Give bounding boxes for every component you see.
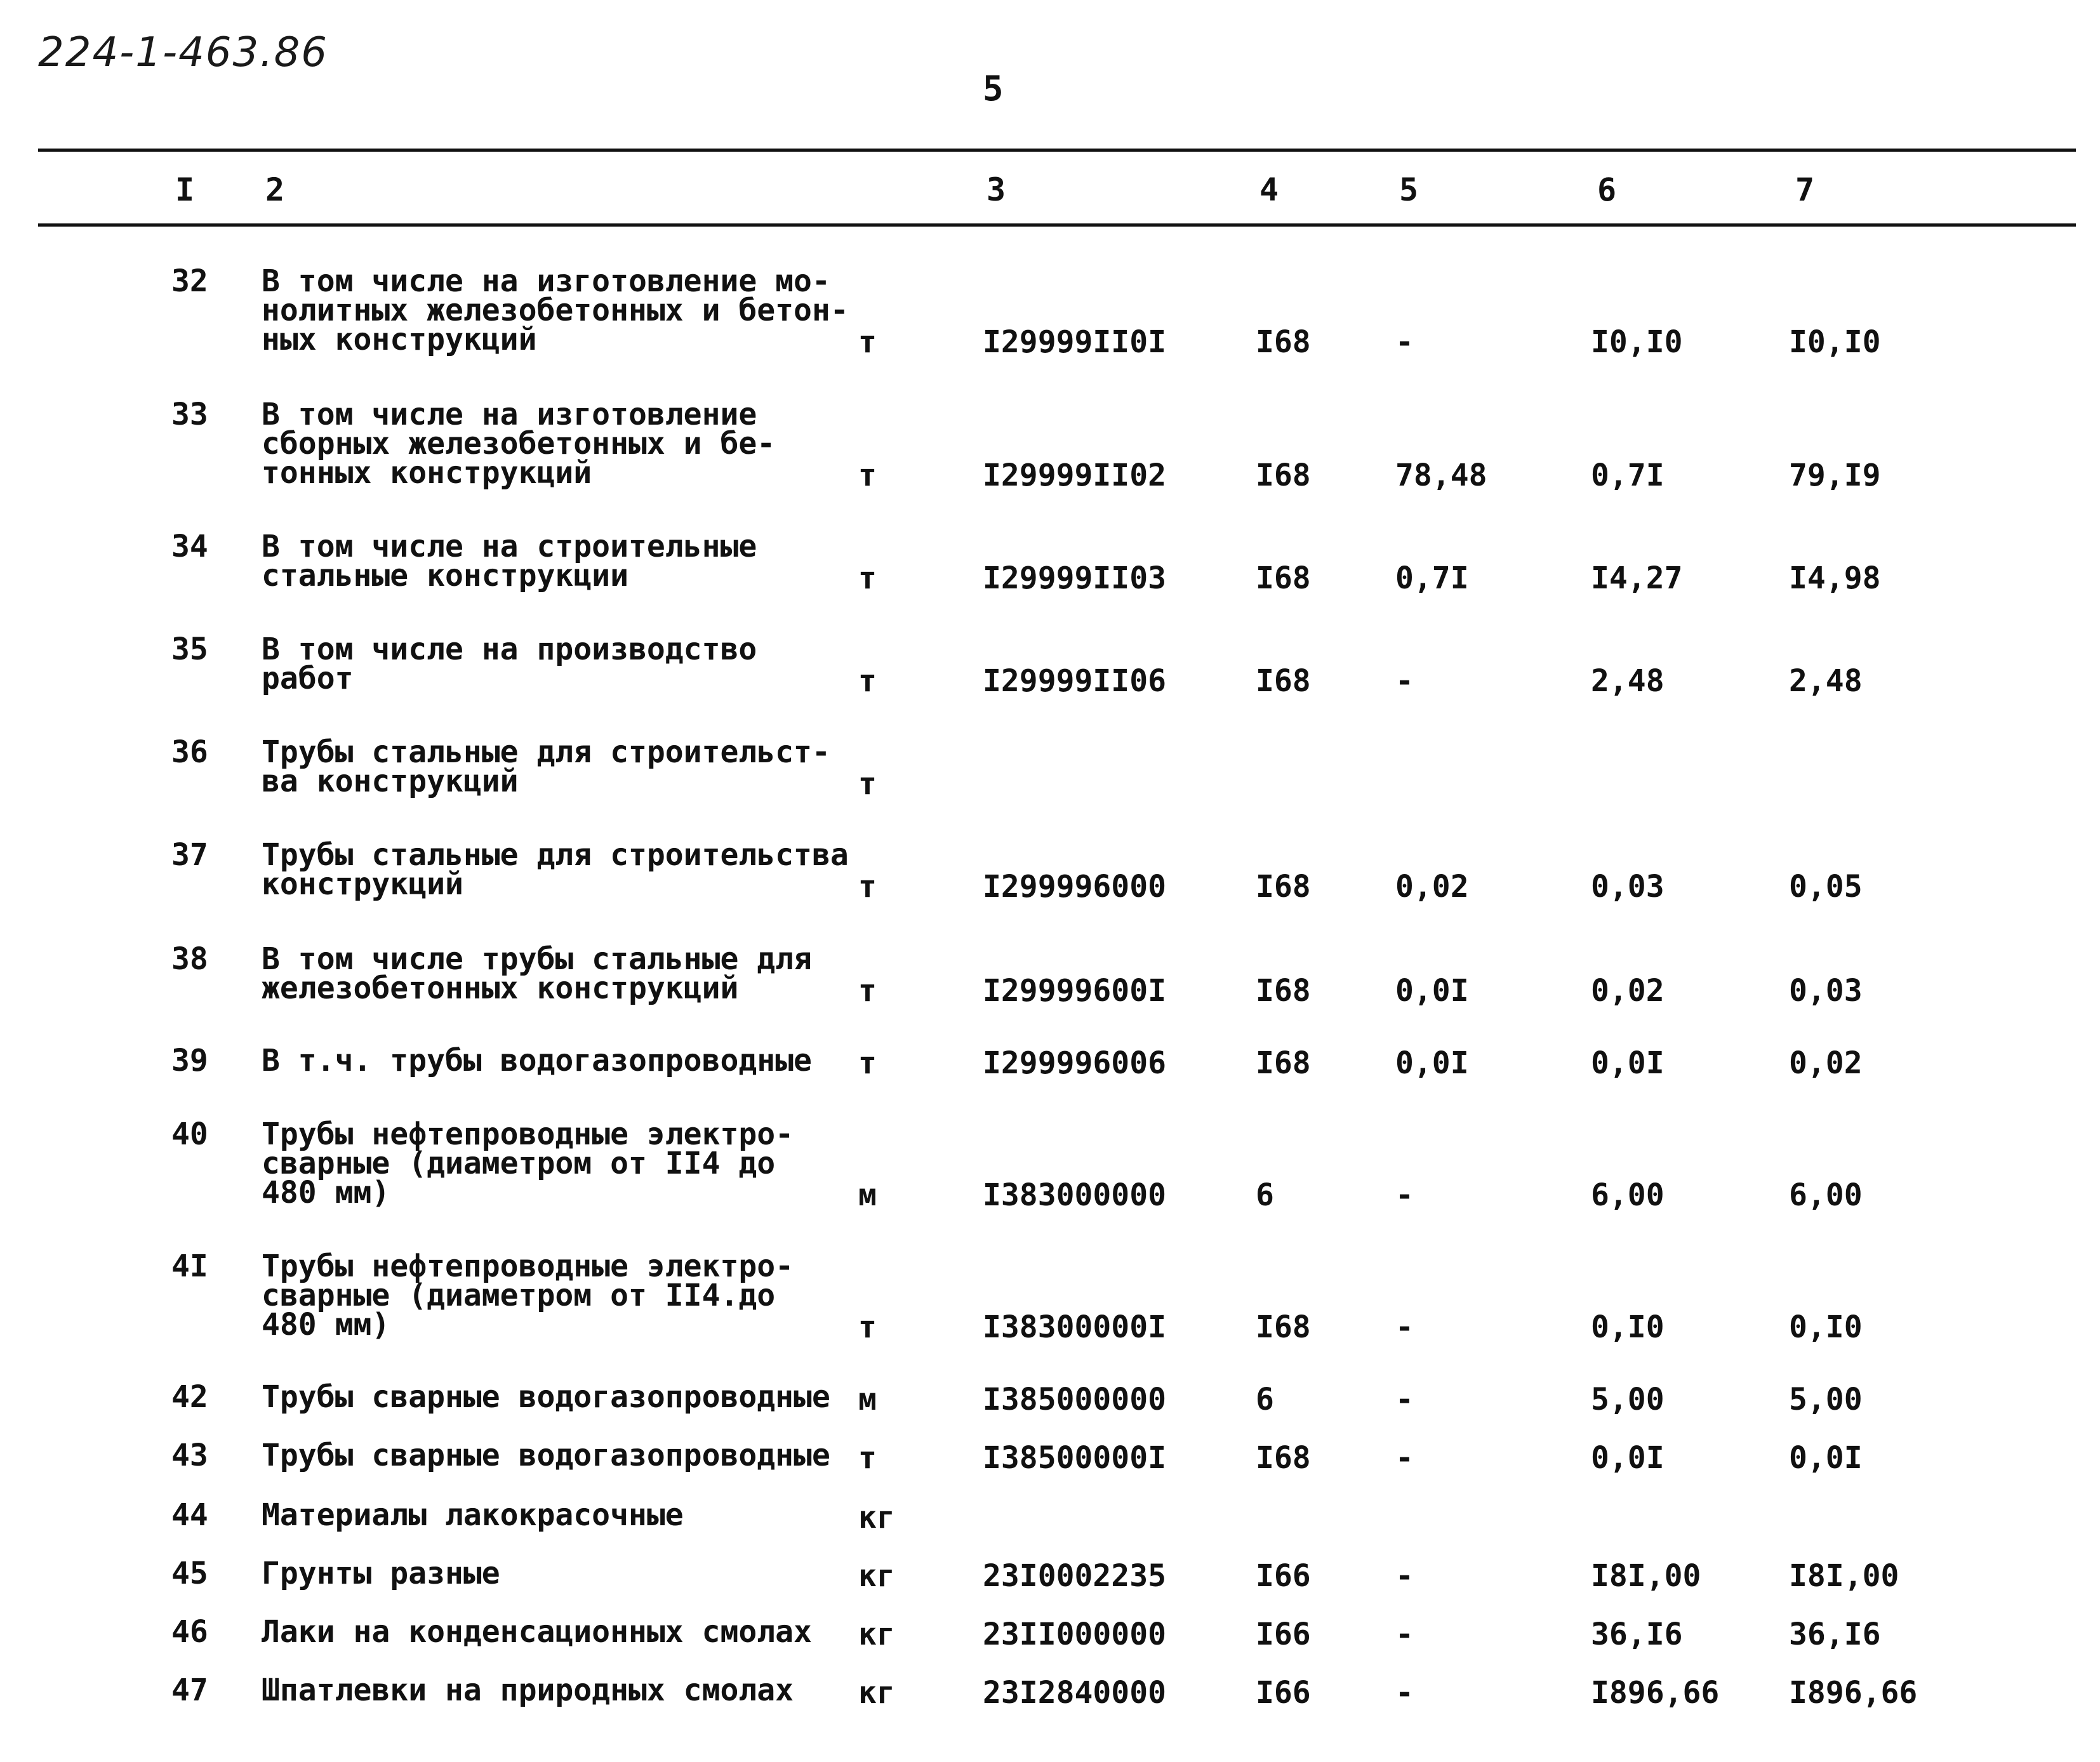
unit: т <box>858 560 877 596</box>
column-header-7: 7 <box>1795 171 1815 208</box>
table-header-rule <box>38 223 2076 227</box>
column-header-6: 6 <box>1597 171 1617 208</box>
item-name: В том числе на изготовление мо- нолитных железобетонных и бетон- ных конструкций <box>262 263 849 357</box>
column-5-value: 78,48 <box>1395 458 1487 493</box>
table-row <box>0 263 2100 360</box>
row-number: 47 <box>171 1673 208 1708</box>
item-name: Трубы стальные для строительст- ва конструкций <box>262 734 830 799</box>
column-7-value: I4,98 <box>1789 560 1881 596</box>
column-5-value: 0,7I <box>1395 560 1469 596</box>
column-4-value: I66 <box>1256 1558 1311 1594</box>
page-number: 5 <box>983 69 1004 109</box>
column-6-value: 36,I6 <box>1591 1617 1683 1652</box>
row-number: 42 <box>171 1379 208 1415</box>
column-4-value: I68 <box>1256 869 1311 904</box>
column-4-value: 6 <box>1256 1382 1274 1417</box>
row-number: 38 <box>171 941 208 977</box>
item-code: I29999II0I <box>983 324 1166 360</box>
column-6-value: 0,03 <box>1591 869 1665 904</box>
column-4-value: I68 <box>1256 1309 1311 1345</box>
item-code: 23I0002235 <box>983 1558 1166 1594</box>
column-7-value: 2,48 <box>1789 663 1863 699</box>
table-row <box>0 1116 2100 1213</box>
column-5-value: - <box>1395 1675 1414 1711</box>
table-row <box>0 1556 2100 1594</box>
row-number: 35 <box>171 632 208 667</box>
column-7-value: 0,03 <box>1789 973 1863 1009</box>
item-code: I299996006 <box>983 1045 1166 1081</box>
table-row <box>0 1497 2100 1535</box>
column-header-2: 2 <box>265 171 285 208</box>
column-4-value: I68 <box>1256 324 1311 360</box>
item-code: I385000000 <box>983 1382 1166 1417</box>
unit: т <box>858 1440 877 1476</box>
table-row <box>0 1379 2100 1417</box>
unit: т <box>858 458 877 493</box>
column-4-value: I68 <box>1256 560 1311 596</box>
column-6-value: 5,00 <box>1591 1382 1665 1417</box>
column-7-value: 0,0I <box>1789 1440 1863 1476</box>
column-7-value: 0,02 <box>1789 1045 1863 1081</box>
row-number: 44 <box>171 1497 208 1533</box>
column-5-value: 0,02 <box>1395 869 1469 904</box>
column-7-value: 6,00 <box>1789 1177 1863 1213</box>
column-6-value: 2,48 <box>1591 663 1665 699</box>
column-6-value: I8I,00 <box>1591 1558 1701 1594</box>
item-code: I29999II02 <box>983 458 1166 493</box>
unit: кг <box>858 1500 895 1535</box>
column-7-value: I8I,00 <box>1789 1558 1899 1594</box>
item-name: Материалы лакокрасочные <box>262 1497 684 1533</box>
column-7-value: I896,66 <box>1789 1675 1918 1711</box>
column-5-value: - <box>1395 663 1414 699</box>
column-6-value: 0,0I <box>1591 1045 1665 1081</box>
item-name: В том числе на производство работ <box>262 632 757 696</box>
column-4-value: I68 <box>1256 1440 1311 1476</box>
item-code: I29999II06 <box>983 663 1166 699</box>
item-code: I38300000I <box>983 1309 1166 1345</box>
column-4-value: I66 <box>1256 1675 1311 1711</box>
item-code: I29999II03 <box>983 560 1166 596</box>
table-row <box>0 1438 2100 1476</box>
column-7-value: 0,05 <box>1789 869 1863 904</box>
unit: т <box>858 324 877 360</box>
column-7-value: 0,I0 <box>1789 1309 1863 1345</box>
item-name: Трубы нефтепроводные электро- сварные (диаметром от II4 до 480 мм) <box>262 1116 794 1210</box>
table-row <box>0 397 2100 493</box>
table-row <box>0 632 2100 699</box>
column-6-value: I4,27 <box>1591 560 1683 596</box>
unit: т <box>858 663 877 699</box>
column-6-value: I0,I0 <box>1591 324 1683 360</box>
item-name: В том числе на изготовление сборных железобетонных и бе- тонных конструкций <box>262 397 776 491</box>
unit: м <box>858 1382 877 1417</box>
table-row <box>0 1614 2100 1652</box>
column-5-value: - <box>1395 1558 1414 1594</box>
item-name: Лаки на конденсационных смолах <box>262 1614 812 1650</box>
column-7-value: 36,I6 <box>1789 1617 1881 1652</box>
item-name: Грунты разные <box>262 1556 500 1591</box>
item-code: I38500000I <box>983 1440 1166 1476</box>
item-name: Трубы нефтепроводные электро- сварные (диаметром от II4.до 480 мм) <box>262 1249 794 1342</box>
row-number: 40 <box>171 1116 208 1152</box>
column-4-value: I68 <box>1256 663 1311 699</box>
table-row <box>0 1249 2100 1345</box>
column-6-value: 6,00 <box>1591 1177 1665 1213</box>
column-6-value: I896,66 <box>1591 1675 1720 1711</box>
item-code: I299996000 <box>983 869 1166 904</box>
unit: т <box>858 1045 877 1081</box>
item-name: Трубы сварные водогазопроводные <box>262 1379 830 1415</box>
unit: т <box>858 1309 877 1345</box>
column-4-value: I68 <box>1256 973 1311 1009</box>
column-header-3: 3 <box>987 171 1006 208</box>
row-number: 43 <box>171 1438 208 1473</box>
handwritten-document-code: 224-1-463.86 <box>38 29 328 76</box>
row-number: 37 <box>171 837 208 873</box>
table-row <box>0 941 2100 1009</box>
column-6-value: 0,7I <box>1591 458 1665 493</box>
row-number: 4I <box>171 1249 208 1284</box>
unit: кг <box>858 1675 895 1711</box>
item-name: Трубы стальные для строительства конструкций <box>262 837 849 902</box>
row-number: 46 <box>171 1614 208 1650</box>
item-name: В том числе на строительные стальные конструкции <box>262 529 757 593</box>
column-5-value: - <box>1395 1440 1414 1476</box>
row-number: 32 <box>171 263 208 299</box>
item-code: 23I2840000 <box>983 1675 1166 1711</box>
unit: кг <box>858 1617 895 1652</box>
column-4-value: I68 <box>1256 1045 1311 1081</box>
column-7-value: I0,I0 <box>1789 324 1881 360</box>
column-header-4: 4 <box>1259 171 1279 208</box>
row-number: 34 <box>171 529 208 564</box>
item-code: I383000000 <box>983 1177 1166 1213</box>
column-5-value: - <box>1395 324 1414 360</box>
unit: кг <box>858 1558 895 1594</box>
column-6-value: 0,0I <box>1591 1440 1665 1476</box>
unit: м <box>858 1177 877 1213</box>
column-4-value: I66 <box>1256 1617 1311 1652</box>
table-row <box>0 529 2100 596</box>
table-row <box>0 837 2100 904</box>
column-7-value: 5,00 <box>1789 1382 1863 1417</box>
item-code: I29999600I <box>983 973 1166 1009</box>
column-header-5: 5 <box>1399 171 1419 208</box>
unit: т <box>858 973 877 1009</box>
table-row <box>0 1043 2100 1081</box>
column-5-value: - <box>1395 1617 1414 1652</box>
table-row <box>0 734 2100 802</box>
column-6-value: 0,I0 <box>1591 1309 1665 1345</box>
column-5-value: - <box>1395 1382 1414 1417</box>
table-row <box>0 1673 2100 1711</box>
unit: т <box>858 766 877 802</box>
column-4-value: 6 <box>1256 1177 1274 1213</box>
column-5-value: 0,0I <box>1395 1045 1469 1081</box>
item-name: В том числе трубы стальные для железобетонных конструкций <box>262 941 812 1006</box>
column-5-value: 0,0I <box>1395 973 1469 1009</box>
column-5-value: - <box>1395 1309 1414 1345</box>
column-header-1: I <box>175 171 195 208</box>
column-5-value: - <box>1395 1177 1414 1213</box>
item-name: Трубы сварные водогазопроводные <box>262 1438 830 1473</box>
column-4-value: I68 <box>1256 458 1311 493</box>
column-6-value: 0,02 <box>1591 973 1665 1009</box>
table-top-rule <box>38 149 2076 152</box>
row-number: 33 <box>171 397 208 432</box>
item-code: 23II000000 <box>983 1617 1166 1652</box>
item-name: Шпатлевки на природных смолах <box>262 1673 794 1708</box>
row-number: 45 <box>171 1556 208 1591</box>
row-number: 36 <box>171 734 208 770</box>
column-7-value: 79,I9 <box>1789 458 1881 493</box>
unit: т <box>858 869 877 904</box>
row-number: 39 <box>171 1043 208 1078</box>
item-name: В т.ч. трубы водогазопроводные <box>262 1043 812 1078</box>
